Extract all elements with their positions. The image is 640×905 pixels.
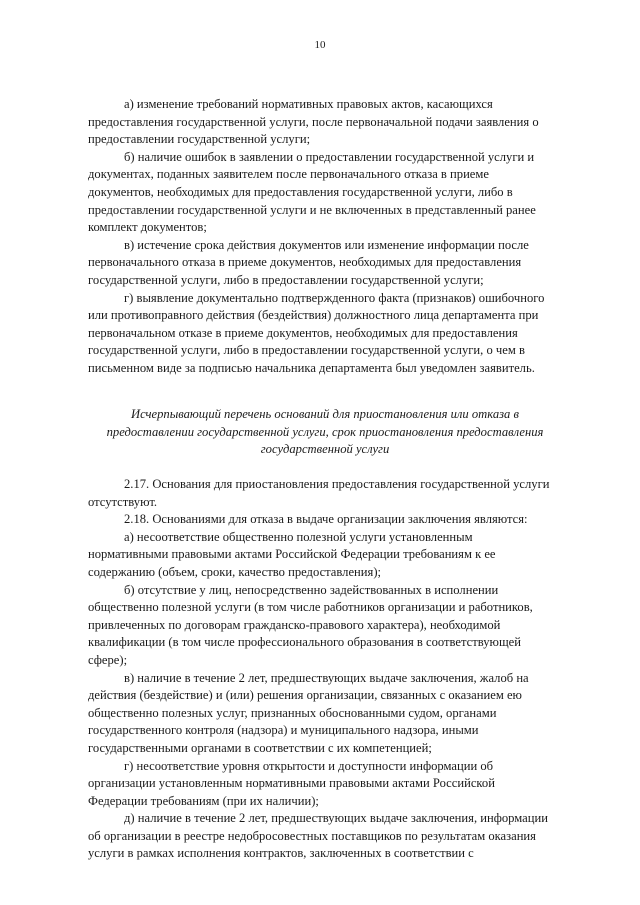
paragraph-refusal-v: в) наличие в течение 2 лет, предшествующих выдаче заключения, жалоб на действия (бездействие) и (или) решения организации, связанных с оказанием ею общественно полезных услуг, признанных обоснованными судом, органами государственного контроля (надзора) и муниципального надзора, иными государственными органами в соответствии с их компетенцией; — [88, 670, 529, 755]
section-heading: Исчерпывающий перечень оснований для приостановления или отказа в предоставлении государственной услуги, срок приостановления предоставления государственной услуги — [106, 407, 544, 457]
top-paragraphs — [88, 96, 589, 378]
paragraph-2-18: 2.18. Основаниями для отказа в выдаче организации заключения являются: — [124, 512, 528, 527]
paragraph-item-g-misconduct: г) выявление документально подтвержденного факта (признаков) ошибочного или противоправного действия (бездействия) должностного лица департамента при первоначальном отказе в приеме документов, необходимых для предоставления государственной услуги, либо в предоставлении государственной услуги, о чем в письменном виде за подписью начальника департамента был уведомлен заявитель. — [88, 290, 545, 375]
bottom-paragraphs — [88, 476, 589, 863]
paragraph-refusal-g: г) несоответствие уровня открытости и доступности информации об организации установленным нормативными правовыми актами Российской Федерации требованиям (при их наличии); — [88, 758, 495, 808]
page-number: 10 — [314, 39, 326, 51]
paragraph-refusal-d: д) наличие в течение 2 лет, предшествующих выдаче заключения, информации об организации в реестре недобросовестных поставщиков по результатам оказания услуги в рамках исполнения контрактов, заключенных в соответствии с — [88, 811, 548, 861]
paragraph-item-b-errors: б) наличие ошибок в заявлении о предоставлении государственной услуги и документах, поданных заявителем после первоначального отказа в приеме документов, необходимых для предоставления государственной услуги, либо в предоставлении государственной услуги и не включенных в представленный ранее комплект документов; — [88, 149, 536, 235]
paragraph-item-v-expiry: в) истечение срока действия документов или изменение информации после первоначального отказа в приеме документов, необходимых для предоставления государственной услуги, либо в предоставлении государственной услуги; — [88, 237, 529, 287]
paragraph-2-17: 2.17. Основания для приостановления предоставления государственной услуги отсутствуют. — [88, 477, 550, 509]
paragraph-refusal-b: б) отсутствие у лиц, непосредственно задействованных в исполнении общественно полезной услуги (в том числе работников организации и работников, привлеченных по договорам гражданско-правового характера), необходимой квалификации (в том числе профессионального образования в соответствующей сфере); — [88, 582, 533, 667]
paragraph-refusal-a: а) несоответствие общественно полезной услуги установленным нормативными правовыми актами Российской Федерации требованиям к ее содержанию (объем, сроки, качество предоставления); — [88, 529, 496, 579]
paragraph-item-a-change-requirements: а) изменение требований нормативных правовых актов, касающихся предоставления государственной услуги, после первоначальной подачи заявления о предоставлении государственной услуги; — [88, 97, 539, 147]
